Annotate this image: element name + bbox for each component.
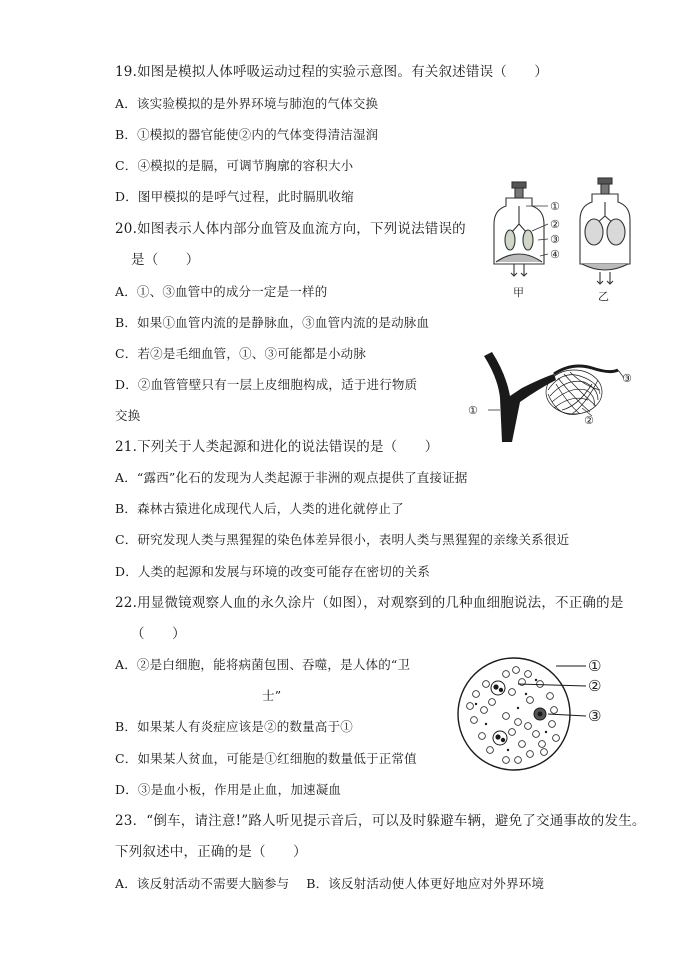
red-blood-cell — [533, 731, 540, 738]
q20-option-b: B．如果①血管内流的是静脉血，③血管内流的是动脉血 — [115, 315, 430, 330]
red-blood-cell — [515, 719, 522, 726]
red-blood-cell — [487, 747, 494, 754]
red-blood-cell — [541, 749, 548, 756]
q22-stem-cont: （ ） — [131, 626, 186, 642]
q21-option-a: A．“露西”化石的发现为人类起源于非洲的观点提供了直接证据 — [115, 470, 468, 485]
q20-label-2: ② — [584, 414, 594, 427]
red-blood-cell — [515, 757, 522, 764]
q19-label-2: ② — [550, 218, 560, 231]
jar-yi — [580, 178, 630, 284]
red-blood-cell — [503, 757, 510, 764]
q22-label-2: ② — [588, 677, 602, 695]
red-blood-cell — [525, 723, 532, 730]
red-blood-cell — [483, 681, 490, 688]
q19-label-4: ④ — [550, 248, 560, 261]
red-blood-cell — [537, 681, 544, 688]
q23-stem-cont: 下列叙述中，正确的是（ ） — [115, 844, 307, 860]
q22-stem: 22.用显微镜观察人血的永久涂片（如图），对观察到的几种血细胞说法，不正确的是 — [115, 595, 624, 611]
red-blood-cell — [509, 689, 516, 696]
red-blood-cell — [467, 703, 474, 710]
red-blood-cell — [525, 671, 532, 678]
red-blood-cell — [539, 741, 546, 748]
q22-option-b: B．如果某人有炎症应该是②的数量高于① — [115, 719, 353, 734]
q19-option-b: B．①模拟的器官能使②内的气体变得清洁湿润 — [115, 127, 379, 142]
q19-bell-jar-figure — [488, 176, 638, 304]
red-blood-cell — [551, 707, 558, 714]
q19-label-1: ① — [550, 200, 560, 213]
red-blood-cell — [549, 721, 556, 728]
q19-stem: 19.如图是模拟人体呼吸运动过程的实验示意图。有关叙述错误（ ） — [115, 64, 549, 80]
q19-option-a: A．该实验模拟的是外界环境与肺泡的气体交换 — [115, 96, 379, 111]
capillary-network — [546, 370, 602, 415]
q20-label-3: ③ — [622, 372, 632, 385]
red-blood-cell — [553, 735, 560, 742]
q21-option-c: C．研究发现人类与黑猩猩的染色体差异很小，表明人类与黑猩猩的亲缘关系很近 — [115, 532, 570, 547]
q22-label-3: ③ — [588, 707, 602, 725]
red-blood-cell — [527, 751, 534, 758]
red-blood-cell — [527, 697, 534, 704]
q19-option-d: D．图甲模拟的是呼气过程，此时膈肌收缩 — [115, 189, 354, 204]
q22-option-d: D．③是血小板，作用是止血，加速凝血 — [115, 782, 342, 797]
q22-option-c: C．如果某人贫血，可能是①红细胞的数量低于正常值 — [115, 751, 417, 766]
red-blood-cell — [481, 707, 488, 714]
red-blood-cell — [547, 693, 554, 700]
q19-label-3: ③ — [550, 233, 560, 246]
q22-label-1: ① — [588, 657, 602, 675]
red-blood-cell — [519, 741, 526, 748]
red-blood-cell — [479, 733, 486, 740]
q19-caption-yi: 乙 — [598, 290, 609, 303]
q20-option-d-cont: 交换 — [115, 408, 141, 423]
q20-label-1: ① — [468, 404, 478, 417]
q21-stem: 21.下列关于人类起源和进化的说法错误的是（ ） — [115, 439, 439, 455]
q20-option-a: A．①、③血管中的成分一定是一样的 — [115, 284, 328, 299]
red-blood-cell — [489, 699, 496, 706]
q20-stem: 20.如图表示人体内部分血管及血流方向，下列说法错误的 — [115, 221, 466, 237]
q20-stem-cont: 是（ ） — [131, 252, 200, 268]
red-blood-cell — [513, 667, 520, 674]
q22-option-a: A．②是白细胞，能将病菌包围、吞噬，是人体的“卫 — [115, 657, 411, 672]
q23-option-ab: A．该反射活动不需要大脑参与 B．该反射活动使人体更好地应对外界环境 — [115, 876, 545, 891]
red-blood-cell — [503, 671, 510, 678]
q21-option-d: D．人类的起源和发展与环境的改变可能存在密切的关系 — [115, 564, 431, 579]
q20-option-d: D．②血管管壁只有一层上皮细胞构成，适于进行物质 — [115, 377, 418, 392]
q22-option-a-cont: 士” — [262, 688, 282, 703]
q22-blood-smear-figure — [456, 654, 636, 776]
red-blood-cell — [503, 713, 510, 720]
q23-stem: 23．“倒车，请注意!”路人听见提示音后，可以及时躲避车辆，避免了交通事故的发生。 — [115, 813, 646, 829]
q19-caption-jia: 甲 — [513, 286, 524, 299]
q21-option-b: B．森林古猿进化成现代人后，人类的进化就停止了 — [115, 501, 404, 516]
q20-vessel-figure — [462, 348, 642, 444]
red-blood-cell — [473, 691, 480, 698]
red-blood-cell — [509, 729, 516, 736]
q19-option-c: C．④模拟的是膈，可调节胸廓的容积大小 — [115, 158, 354, 173]
q20-option-c: C．若②是毛细血管，①、③可能都是小动脉 — [115, 346, 367, 361]
red-blood-cell — [471, 717, 478, 724]
